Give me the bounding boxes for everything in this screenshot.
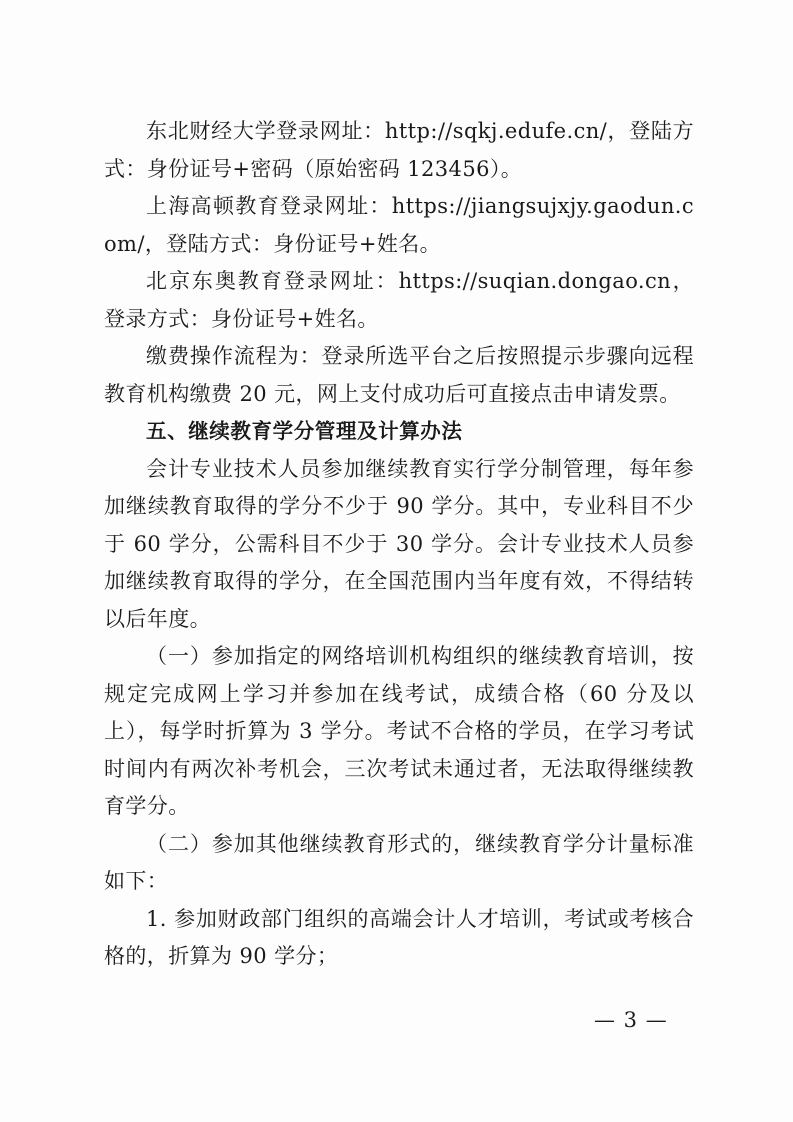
paragraph-dufe-login: 东北财经大学登录网址：http://sqkj.edufe.cn/，登陆方式：身份证号+密码（原始密码 123456）。 [104,119,694,181]
paragraph-payment-process: 缴费操作流程为：登录所选平台之后按照提示步骤向远程教育机构缴费 20 元，网上支付成功后可直接点击申请发票。 [104,344,694,406]
paragraph-other-forms: （二）参加其他继续教育形式的，继续教育学分计量标准如下： [104,831,694,893]
paragraph-item-1: 1. 参加财政部门组织的高端会计人才培训，考试或考核合格的，折算为 90 学分； [104,906,694,968]
paragraph-online-training: （一）参加指定的网络培训机构组织的继续教育培训，按规定完成网上学习并参加在线考试，成绩合格（60 分及以上），每学时折算为 3 学分。考试不合格的学员，在学习考试时间内有两次补考机会，三次考试未通过者，无法取得继续教育学分。 [104,644,694,818]
paragraph-credit-requirements: 会计专业技术人员参加继续教育实行学分制管理，每年参加继续教育取得的学分不少于 90 学分。其中，专业科目不少于 60 学分，公需科目不少于 30 学分。会计专业技术人员参加继续教育取得的学分，在全国范围内当年度有效，不得结转以后年度。 [104,456,694,631]
paragraph-gaodun-login: 上海高顿教育登录网址：https://jiangsujxjy.gaodun.com/，登陆方式：身份证号+姓名。 [104,194,694,256]
section-heading-credit-management: 五、继续教育学分管理及计算办法 [146,419,463,443]
paragraph-dongao-login: 北京东奥教育登录网址：https://suqian.dongao.cn，登录方式：身份证号+姓名。 [104,269,694,331]
page-number: — 3 — [594,1008,668,1032]
document-body [104,113,694,976]
